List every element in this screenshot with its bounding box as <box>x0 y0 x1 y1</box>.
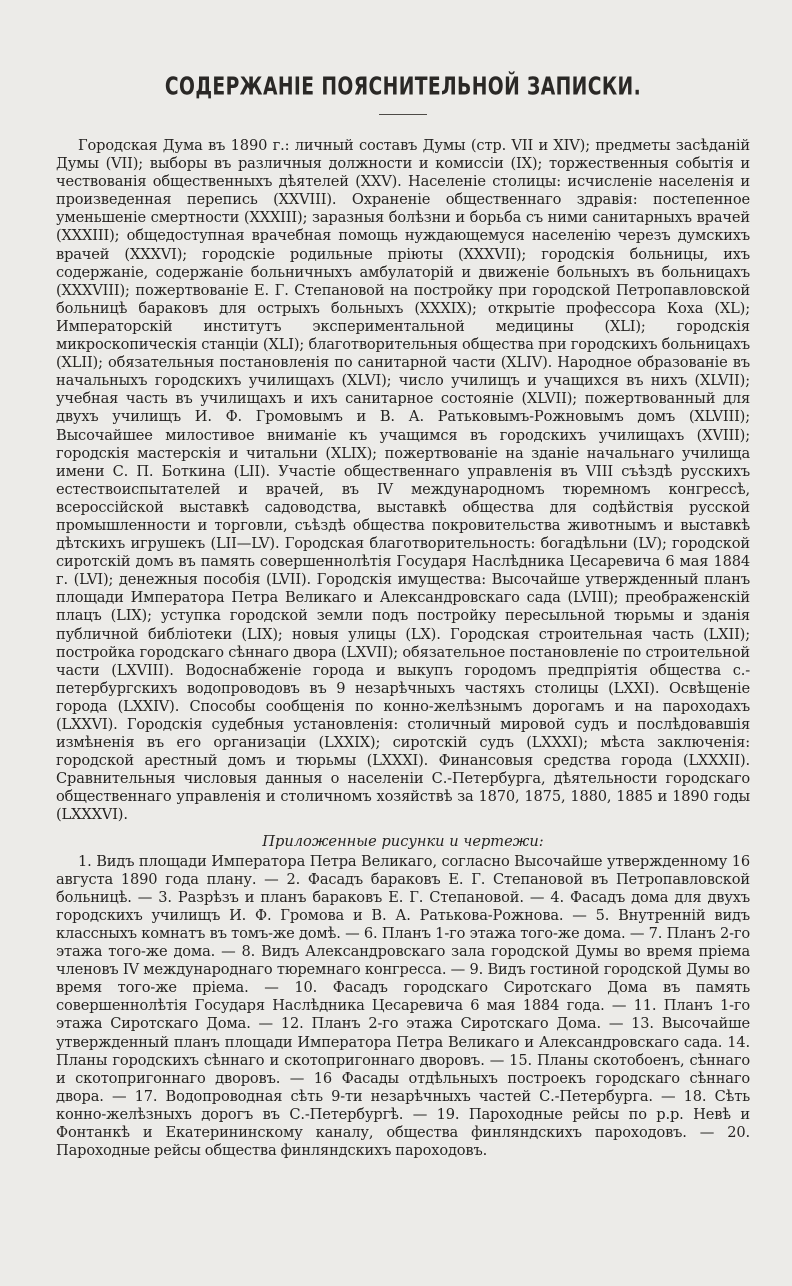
appendix-heading: Приложенные рисунки и чертежи: <box>262 832 544 850</box>
title-divider <box>379 114 427 115</box>
explanatory-note-body: Городская Дума въ 1890 г.: личный составъ Думы (стр. VII и XIV); предметы засѣданій Думы (VII); выборы въ различныя должности и комиссіи (IX); торжественныя событія и чествованія общественныхъ дѣятелей (XXV). Населеніе столицы: исчисленіе населенія и произведенная перепись (XXVIII). Охраненіе общественнаго здравія: постепенное уменьшеніе смертности (XXXIII); заразныя болѣзни и борьба съ ними санитарныхъ врачей (XXXIII); общедоступная врачебная помощь нуждающемуся населенію черезъ думскихъ врачей (XXXVI); городскіе родильные пріюты (XXXVII); городскія больницы, ихъ содержаніе, содержаніе больничныхъ амбулаторій и движеніе больныхъ въ больницахъ (XXXVIII); пожертвованіе Е. Г. Степановой на постройку при городской Петропавловской больницѣ бараковъ для острыхъ больныхъ (XXXIX); открытіе профессора Коха (XL); Императорскій институтъ экспериментальной медицины (XLI); городскія микроскопическія станціи (XLI); благотворительныя общества при городскихъ больницахъ (XLII); обязательныя постановленія по санитарной части (XLIV). Народное образованіе въ начальныхъ городскихъ училищахъ (XLVI); число училищъ и учащихся въ нихъ (XLVII); учебная часть въ училищахъ и ихъ санитарное состояніе (XLVII); пожертвованный для двухъ училищъ И. Ф. Громовымъ и В. А. Ратьковымъ-Рожновымъ домъ (XLVIII); Высочайшее милостивое вниманіе къ учащимся въ городскихъ училищахъ (XVIII); городскія мастерскія и читальни (XLIX); пожертвованіе на зданіе начальнаго училища имени С. П. Боткина (LII). Участіе общественнаго управленія въ VIII съѣздѣ русскихъ естествоиспытателей и врачей, въ IV международномъ тюремномъ конгрессѣ, всероссійской выставкѣ садоводства, выставкѣ общества для содѣйствія русской промышленности и торговли, съѣздѣ общества покровительства животнымъ и выставкѣ дѣтскихъ игрушекъ (LII—LV). Городская благотворительность: богадѣльни (LV); городской сиротскій домъ въ память совершеннолѣтія Государя Наслѣдника Цесаревича 6 мая 1884 г. (LVI); денежныя пособія (LVII). Городскія имущества: Высочайше утвержденный планъ площади Императора Петра Великаго и Александровскаго сада (LVIII); преображенскій плацъ (LIX); уступка городской земли подъ постройку пересыльной тюрьмы и зданія публичной библіотеки (LIX); новыя улицы (LX). Городская строительная часть (LXII); постройка городскаго сѣннаго двора (LXVII); обязательное постановленіе по строительной части (LXVIII). Водоснабженіе города и выкупъ городомъ предпріятія общества с.-петербургскихъ водопроводовъ въ 9 незарѣчныхъ частяхъ столицы (LXXI). Освѣщеніе города (LXXIV). Способы сообщенія по конно-желѣзнымъ дорогамъ и на пароходахъ (LXXVI). Городскія судебныя установленія: столичный мировой судъ и послѣдовавшія измѣненія въ его организаціи (LXXIX); сиротскій судъ (LXXXI); мѣста заключенія: городской арестный домъ и тюрьмы (LXXXI). Финансовыя средства города (LXXXII). Сравнительныя числовыя данныя о населеніи С.-Петербурга, дѣятельности городскаго общественнаго управленія и столичномъ хозяйствѣ за 1870, 1875, 1880, 1885 и 1890 годы (LXXXVI). <box>56 137 750 824</box>
document-title: СОДЕРЖАНІЕ ПОЯСНИТЕЛЬНОЙ ЗАПИСКИ. <box>164 71 642 101</box>
document-page <box>56 62 750 1160</box>
appendix-list: 1. Видъ площади Императора Петра Великаго, согласно Высочайше утвержденному 16 августа 1890 года плану. — 2. Фасадъ бараковъ Е. Г. Степановой въ Петропавловской больницѣ. — 3. Разрѣзъ и планъ бараковъ Е. Г. Степановой. — 4. Фасадъ дома для двухъ городскихъ училищъ И. Ф. Громова и В. А. Ратькова-Рожнова. — 5. Внутренній видъ классныхъ комнатъ въ томъ-же домѣ. — 6. Планъ 1-го этажа того-же дома. — 7. Планъ 2-го этажа того-же дома. — 8. Видъ Александровскаго зала городской Думы во время пріема членовъ IV международнаго тюремнаго конгресса. — 9. Видъ гостиной городской Думы во время того-же пріема. — 10. Фасадъ городскаго Сиротскаго Дома въ память совершеннолѣтія Государя Наслѣдника Цесаревича 6 мая 1884 года. — 11. Планъ 1-го этажа Сиротскаго Дома. — 12. Планъ 2-го этажа Сиротскаго Дома. — 13. Высочайше утвержденный планъ площади Императора Петра Великаго и Александровскаго сада. 14. Планы городскихъ сѣннаго и скотопригоннаго дворовъ. — 15. Планы скотобоенъ, сѣннаго и скотопригоннаго дворовъ. — 16 Фасады отдѣльныхъ построекъ городскаго сѣннаго двора. — 17. Водопроводная сѣть 9-ти незарѣчныхъ частей С.-Петербурга. — 18. Сѣть конно-желѣзныхъ дорогъ въ С.-Петербургѣ. — 19. Пароходные рейсы по р.р. Невѣ и Фонтанкѣ и Екатерининскому каналу, общества финляндскихъ пароходовъ. — 20. Пароходные рейсы общества финляндскихъ пароходовъ. <box>56 852 750 1160</box>
